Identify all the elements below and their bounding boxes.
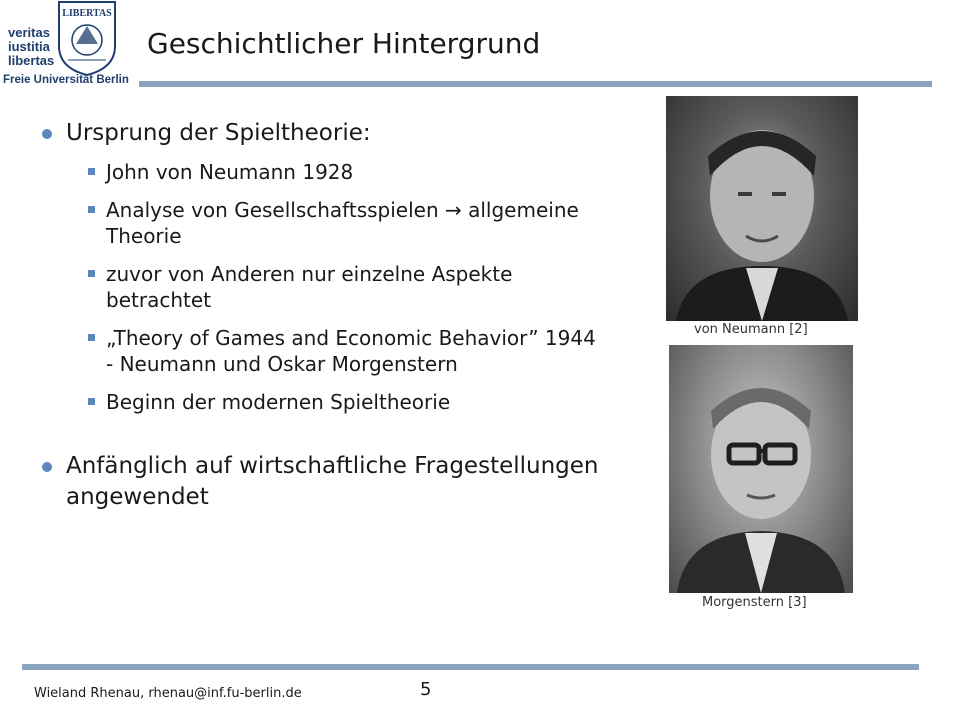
footer-author: Wieland Rhenau, rhenau@inf.fu-berlin.de (34, 686, 302, 701)
sub-bullet: Beginn der modernen Spieltheorie (88, 389, 600, 415)
title-divider (139, 81, 932, 87)
portrait-photo-morgenstern (669, 345, 853, 593)
logo-motto-word: veritas (8, 25, 50, 40)
photo-caption: von Neumann [2] (694, 322, 808, 337)
university-name: Freie Universität Berlin (3, 74, 129, 86)
bullet-level1 (40, 451, 600, 513)
university-logo (0, 0, 129, 88)
sub-bullet: Analyse von Gesellschaftsspielen → allgemeine Theorie (88, 197, 600, 249)
photo-caption: Morgenstern [3] (702, 595, 807, 610)
bullet-text: Anfänglich auf wirtschaftliche Fragestellungen angewendet (66, 453, 599, 510)
sub-bullet: zuvor von Anderen nur einzelne Aspekte betrachtet (88, 261, 600, 313)
slide-content (40, 118, 600, 513)
page-number: 5 (420, 679, 432, 700)
portrait-von-neumann-icon (666, 96, 858, 321)
sub-bullet: „Theory of Games and Economic Behavior” 1944 - Neumann und Oskar Morgenstern (88, 325, 600, 377)
bullet-level1 (40, 118, 600, 149)
bullet-text: Ursprung der Spieltheorie: (66, 120, 371, 146)
seal-text: LIBERTAS (62, 8, 112, 19)
university-seal-icon (56, 0, 118, 76)
portrait-morgenstern-icon (669, 345, 853, 593)
slide-title: Geschichtlicher Hintergrund (147, 27, 541, 60)
sub-bullet: John von Neumann 1928 (88, 159, 600, 185)
logo-motto (8, 26, 54, 68)
logo-motto-word: iustitia (8, 39, 50, 54)
logo-motto-word: libertas (8, 53, 55, 68)
footer-divider (22, 664, 919, 670)
portrait-photo-von-neumann (666, 96, 858, 321)
sub-bullet-list (88, 159, 600, 415)
